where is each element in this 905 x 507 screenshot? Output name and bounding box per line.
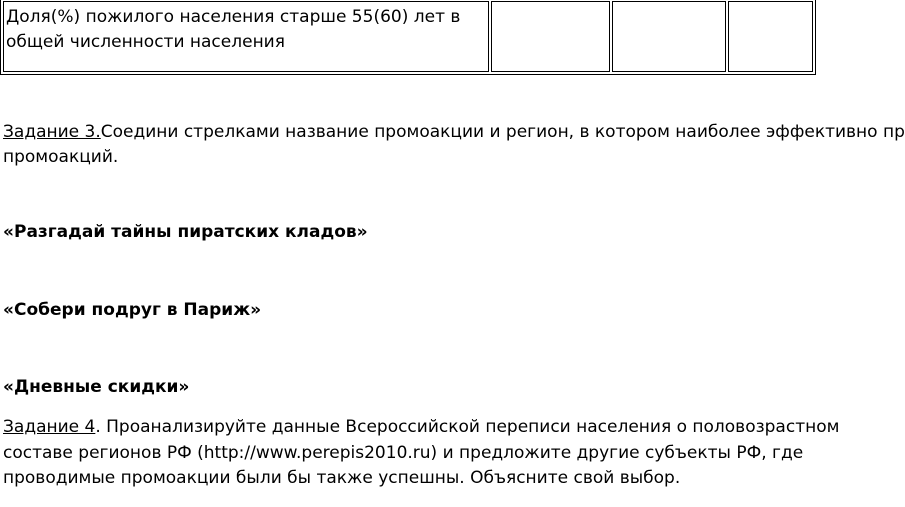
value-cell-3[interactable] bbox=[728, 1, 813, 72]
promo-item-paris: «Собери подруг в Париж» bbox=[3, 300, 262, 320]
task3-line1 bbox=[3, 120, 905, 145]
promo-item-day-discounts: «Дневные скидки» bbox=[3, 377, 190, 397]
value-cell-2[interactable] bbox=[612, 1, 726, 72]
value-cell-1[interactable] bbox=[491, 1, 610, 72]
table-row bbox=[3, 1, 813, 72]
row-label-cell: Доля(%) пожилого населения старше 55(60) лет в общей численности населения bbox=[3, 1, 489, 72]
statistics-table bbox=[0, 0, 816, 75]
task3-text: Соедини стрелками название промоакции и регион, в котором наиболее эффективно пр bbox=[100, 122, 905, 142]
task4-line3: проводимые промоакции были бы также успешны. Объясните свой выбор. bbox=[3, 468, 681, 488]
task4-line1 bbox=[3, 415, 839, 440]
task4-line2: составе регионов РФ (http://www.perepis2010.ru) и предложите другие субъекты РФ, где bbox=[3, 443, 804, 463]
task3-line2: промоакций. bbox=[3, 147, 119, 167]
promo-item-pirates: «Разгадай тайны пиратских кладов» bbox=[3, 222, 368, 242]
task4-text: . Проанализируйте данные Всероссийской переписи населения о половозрастном bbox=[95, 417, 840, 437]
task4-label: Задание 4 bbox=[3, 417, 96, 437]
task3-label: Задание 3. bbox=[3, 122, 101, 142]
